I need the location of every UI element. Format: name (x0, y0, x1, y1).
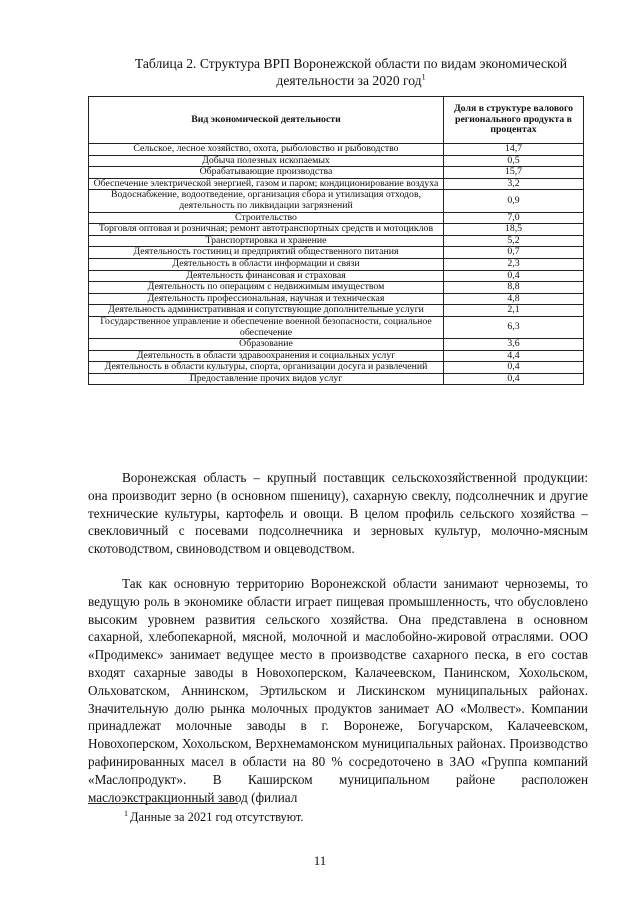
share-cell: 8,8 (444, 282, 584, 294)
paragraph-agriculture: Воронежская область – крупный поставщик сельскохозяйственной продукции: она производит зерно (в основном пшеницу), сахарную свеклу, подсолнечник и другие технические культуры, картофель и овощи. В целом профиль сельского хозяйства – свекловичный с посевами подсолнечника и зерновых культур, молочно-мясным скотоводством, свиноводством и овцеводством. (88, 470, 588, 557)
table-row (89, 350, 584, 362)
table-row (89, 247, 584, 259)
page-number: 11 (313, 853, 327, 868)
share-cell: 15,7 (444, 167, 584, 179)
activity-cell: Образование (89, 339, 444, 351)
activity-cell: Деятельность по операциям с недвижимым имуществом (89, 282, 444, 294)
table-row (89, 167, 584, 179)
activity-cell: Деятельность финансовая и страховая (89, 270, 444, 282)
table-row (89, 155, 584, 167)
share-cell: 0,9 (444, 190, 584, 212)
activity-cell: Добыча полезных ископаемых (89, 155, 444, 167)
paragraph-food-industry: Так как основную территорию Воронежской области занимают черноземы, то ведущую роль в экономике области играет пищевая промышленность, что обусловлено высоким уровнем развития сельского хозяйства. Она представлена в основном сахарной, хлебопекарной, мясной, молочной и маслобойно-жировой отраслями. ООО «Продимекс» занимает ведущее место в производстве сахарного песка, в его состав входят сахарные заводы в Новохоперском, Калачеевском, Панинском, Хохольском, Ольховатском, Аннинском, Эртильском и Лискинском муниципальных районах. Значительную долю рынка молочных продуктов занимает АО «Молвест». Компании принадлежат молочные заводы в г. Воронеже, Богучарском, Калачеевском, Новохоперском, Хохольском, Верхнемамонском муниципальных районах. Производство рафинированных масел в области на 80 % сосредоточено в ЗАО «Группа компаний «Маслопродукт». В Каширском муниципальном районе расположен маслоэкстракционный завод (филиал (88, 576, 588, 805)
table-row (89, 339, 584, 351)
footnote-reference: 1 (421, 72, 426, 82)
table-row (89, 235, 584, 247)
activity-cell: Обрабатывающие производства (89, 167, 444, 179)
table-row (89, 282, 584, 294)
activity-cell: Деятельность в области здравоохранения и социальных услуг (89, 350, 444, 362)
share-cell: 2,3 (444, 258, 584, 270)
table-row (89, 362, 584, 374)
activity-cell: Торговля оптовая и розничная; ремонт автотранспортных средств и мотоциклов (89, 224, 444, 236)
share-cell: 7,0 (444, 212, 584, 224)
share-cell: 5,2 (444, 235, 584, 247)
footnote-mark: 1 (124, 808, 128, 818)
activity-cell: Деятельность гостиниц и предприятий общественного питания (89, 247, 444, 259)
share-cell: 2,1 (444, 305, 584, 317)
activity-cell: Водоснабжение, водоотведение, организация сбора и утилизация отходов, деятельность по ликвидации загрязнений (89, 190, 444, 212)
share-cell: 0,7 (444, 247, 584, 259)
footnote-text: Данные за 2021 год отсутствуют. (130, 810, 304, 824)
table-caption (96, 55, 606, 89)
share-cell: 4,4 (444, 350, 584, 362)
grp-structure-table (88, 96, 584, 385)
table-row (89, 224, 584, 236)
share-cell: 6,3 (444, 316, 584, 338)
share-cell: 18,5 (444, 224, 584, 236)
activity-cell: Обеспечение электрической энергией, газом и паром; кондиционирование воздуха (89, 178, 444, 190)
table-caption-line-2: деятельности за 2020 год (276, 73, 422, 88)
share-cell: 4,8 (444, 293, 584, 305)
table-row (89, 212, 584, 224)
footnote-separator (88, 803, 238, 804)
table-caption-line-1: Таблица 2. Структура ВРП Воронежской области по видам экономической (134, 56, 568, 71)
table-header-row (89, 97, 584, 144)
header-grp-share: Доля в структуре валового регионального продукта в процентах (444, 97, 584, 144)
table-row (89, 178, 584, 190)
share-cell: 14,7 (444, 144, 584, 156)
activity-cell: Деятельность профессиональная, научная и техническая (89, 293, 444, 305)
table-row (89, 270, 584, 282)
activity-cell: Предоставление прочих видов услуг (89, 373, 444, 385)
share-cell: 3,6 (444, 339, 584, 351)
share-cell: 0,4 (444, 373, 584, 385)
activity-cell: Деятельность в области информации и связи (89, 258, 444, 270)
share-cell: 0,5 (444, 155, 584, 167)
activity-cell: Деятельность в области культуры, спорта, организации досуга и развлечений (89, 362, 444, 374)
table-row (89, 305, 584, 317)
footnote (124, 810, 303, 825)
table-row (89, 373, 584, 385)
table-row (89, 258, 584, 270)
header-activity-type: Вид экономической деятельности (89, 97, 444, 144)
table-row (89, 144, 584, 156)
table-row (89, 190, 584, 212)
activity-cell: Сельское, лесное хозяйство, охота, рыболовство и рыбоводство (89, 144, 444, 156)
table-row (89, 316, 584, 338)
share-cell: 0,4 (444, 362, 584, 374)
table-row (89, 293, 584, 305)
share-cell: 3,2 (444, 178, 584, 190)
activity-cell: Строительство (89, 212, 444, 224)
activity-cell: Государственное управление и обеспечение военной безопасности, социальное обеспечение (89, 316, 444, 338)
activity-cell: Транспортировка и хранение (89, 235, 444, 247)
activity-cell: Деятельность административная и сопутствующие дополнительные услуги (89, 305, 444, 317)
share-cell: 0,4 (444, 270, 584, 282)
